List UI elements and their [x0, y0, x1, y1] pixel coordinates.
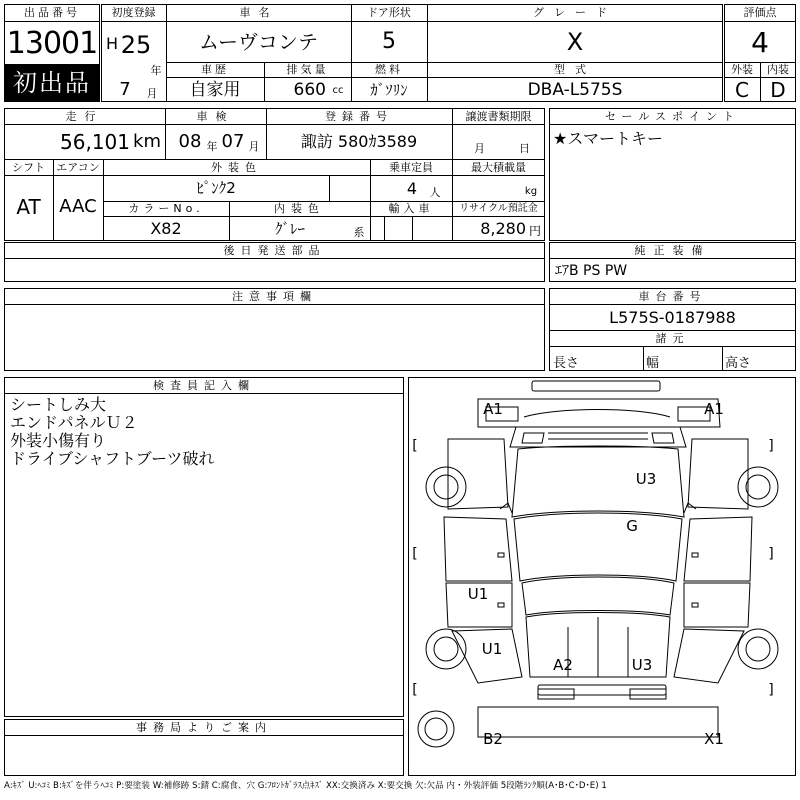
displacement-label: 排気量	[286, 63, 329, 76]
shift-label: シフト	[12, 161, 45, 174]
history-value: 自家用	[189, 80, 241, 100]
inspector-note: エンドパネルＵ２	[10, 413, 138, 432]
damage-mark: A1	[483, 400, 503, 418]
office-label: 事務局よりご案内	[136, 721, 272, 734]
genuine-value: ｴｱB PS PW	[555, 263, 628, 279]
dims-width-label: 幅	[646, 356, 660, 371]
capacity-value: 4	[406, 179, 418, 198]
lot-number: 13001	[6, 26, 98, 61]
first-listing-text: 初出品	[13, 69, 91, 97]
bracket-right: ]	[768, 682, 774, 698]
damage-mark: A2	[553, 656, 573, 674]
damage-mark: B2	[483, 730, 503, 748]
max-load-label: 最大積載量	[471, 161, 526, 174]
import-label: 輸入車	[388, 202, 434, 215]
legend-text: A:ｷｽﾞ U:ﾍｺﾐ B:ｷｽﾞを伴うﾍｺﾐ P:要塗装 W:補修跡 S:錆 C:腐食、穴 G:ﾌﾛﾝﾄｶﾞﾗｽ点ｷｽﾞ XX:交換済み X:要交換 欠:欠品 内・外装評価 5段階ﾗﾝｸ順(A･B･C･D･E) 1	[4, 781, 607, 791]
damage-mark: U3	[635, 470, 657, 488]
registration-year: 25	[120, 31, 152, 59]
inspector-label: 検査員記入欄	[153, 379, 255, 392]
exterior-grade-label: 外装	[731, 63, 753, 76]
interior-grade-label: 内装	[767, 63, 789, 76]
history-label: 車歴	[201, 63, 229, 76]
registration-era: H	[105, 34, 119, 53]
score-value: 4	[751, 26, 769, 59]
registration-month: 7	[119, 79, 131, 100]
fuel-value: ｶﾞｿﾘﾝ	[370, 81, 408, 99]
recycle-label: リサイクル預託金	[459, 203, 538, 214]
mileage-value: 56,101	[60, 130, 130, 154]
plate-value: 諏訪 580ｶ3589	[300, 132, 418, 151]
int-color-unit: 系	[353, 226, 365, 239]
model-value: DBA-L575S	[527, 80, 623, 100]
exterior-grade: C	[735, 78, 749, 102]
model-label: 型式	[554, 63, 596, 76]
plate-label: 登録番号	[325, 110, 393, 123]
int-color-label: 内装色	[274, 202, 325, 215]
recycle-unit: 円	[528, 224, 541, 238]
ext-color-label: 外装色	[211, 161, 262, 174]
inspector-note: 外装小傷有り	[10, 431, 107, 450]
color-no-label: カラーNo.	[128, 202, 204, 215]
doors-label: ドア形状	[367, 6, 411, 19]
inspection-month: 07	[221, 131, 245, 152]
transfer-day-unit: 日	[519, 142, 530, 155]
recycle-value: 8,280	[480, 219, 526, 238]
bracket-left: [	[412, 438, 418, 454]
inspector-notes	[10, 396, 400, 468]
dims-length-label: 長さ	[553, 356, 580, 371]
damage-mark: U3	[631, 656, 653, 674]
car-name-label: 車名	[239, 6, 278, 19]
aircon-label: エアコン	[56, 161, 100, 174]
color-no-value: X82	[150, 219, 182, 238]
lot-number-label: 出品番号	[24, 6, 80, 19]
damage-mark: G	[626, 517, 638, 535]
inspection-year-unit: 年	[206, 140, 218, 153]
bracket-right: ]	[768, 438, 774, 454]
aircon-value: AAC	[59, 196, 97, 217]
damage-mark: U1	[467, 585, 489, 603]
transfer-month-unit: 月	[474, 142, 485, 155]
int-color-value: ｸﾞﾚｰ	[274, 220, 305, 238]
inspection-label: 車検	[196, 110, 235, 123]
inspection-year: 08	[178, 131, 202, 152]
fuel-label: 燃料	[375, 63, 403, 76]
dims-height-label: 高さ	[725, 356, 752, 371]
later-parts-label: 後日発送部品	[223, 244, 326, 257]
transfer-label: 譲渡書類期限	[465, 110, 532, 123]
sales-point-value: ★スマートキー	[553, 129, 664, 148]
bracket-left: [	[412, 546, 418, 562]
bracket-right: ]	[768, 546, 774, 562]
registration-year-unit: 年	[150, 64, 162, 77]
score-label: 評価点	[743, 6, 777, 19]
sales-point-label: セールスポイント	[604, 110, 740, 123]
capacity-unit: 人	[429, 186, 441, 199]
interior-grade: D	[770, 78, 786, 102]
caution-label: 注意事項欄	[232, 290, 317, 303]
car-name: ムーヴコンテ	[199, 30, 318, 54]
grade-label: グレード	[533, 6, 617, 19]
grade-value: X	[566, 28, 584, 56]
inspection-month-unit: 月	[248, 140, 260, 153]
capacity-label: 乗車定員	[389, 161, 433, 174]
car-diagram	[408, 377, 796, 776]
inspector-note: シートしみ大	[10, 395, 107, 414]
displacement-value: 660	[293, 80, 326, 100]
registration-month-unit: 月	[146, 87, 158, 100]
genuine-label: 純正装備	[634, 244, 711, 257]
doors-value: 5	[382, 29, 396, 54]
shift-value: AT	[16, 195, 41, 219]
bracket-left: [	[412, 682, 418, 698]
mileage-label: 走行	[65, 110, 104, 123]
chassis-value: L575S-0187988	[609, 308, 736, 327]
dims-label: 諸元	[655, 332, 690, 345]
damage-mark: U1	[481, 640, 503, 658]
displacement-unit: cc	[332, 85, 344, 96]
mileage-unit: km	[133, 131, 161, 152]
ext-color-value: ﾋﾟﾝｸ2	[196, 179, 236, 197]
max-load-unit: kg	[524, 186, 538, 197]
damage-mark: X1	[704, 730, 724, 748]
inspector-note: ドライブシャフトブーツ破れ	[10, 449, 215, 468]
registration-label: 初度登録	[111, 6, 156, 19]
damage-mark: A1	[704, 400, 724, 418]
chassis-label: 車台番号	[638, 290, 707, 303]
